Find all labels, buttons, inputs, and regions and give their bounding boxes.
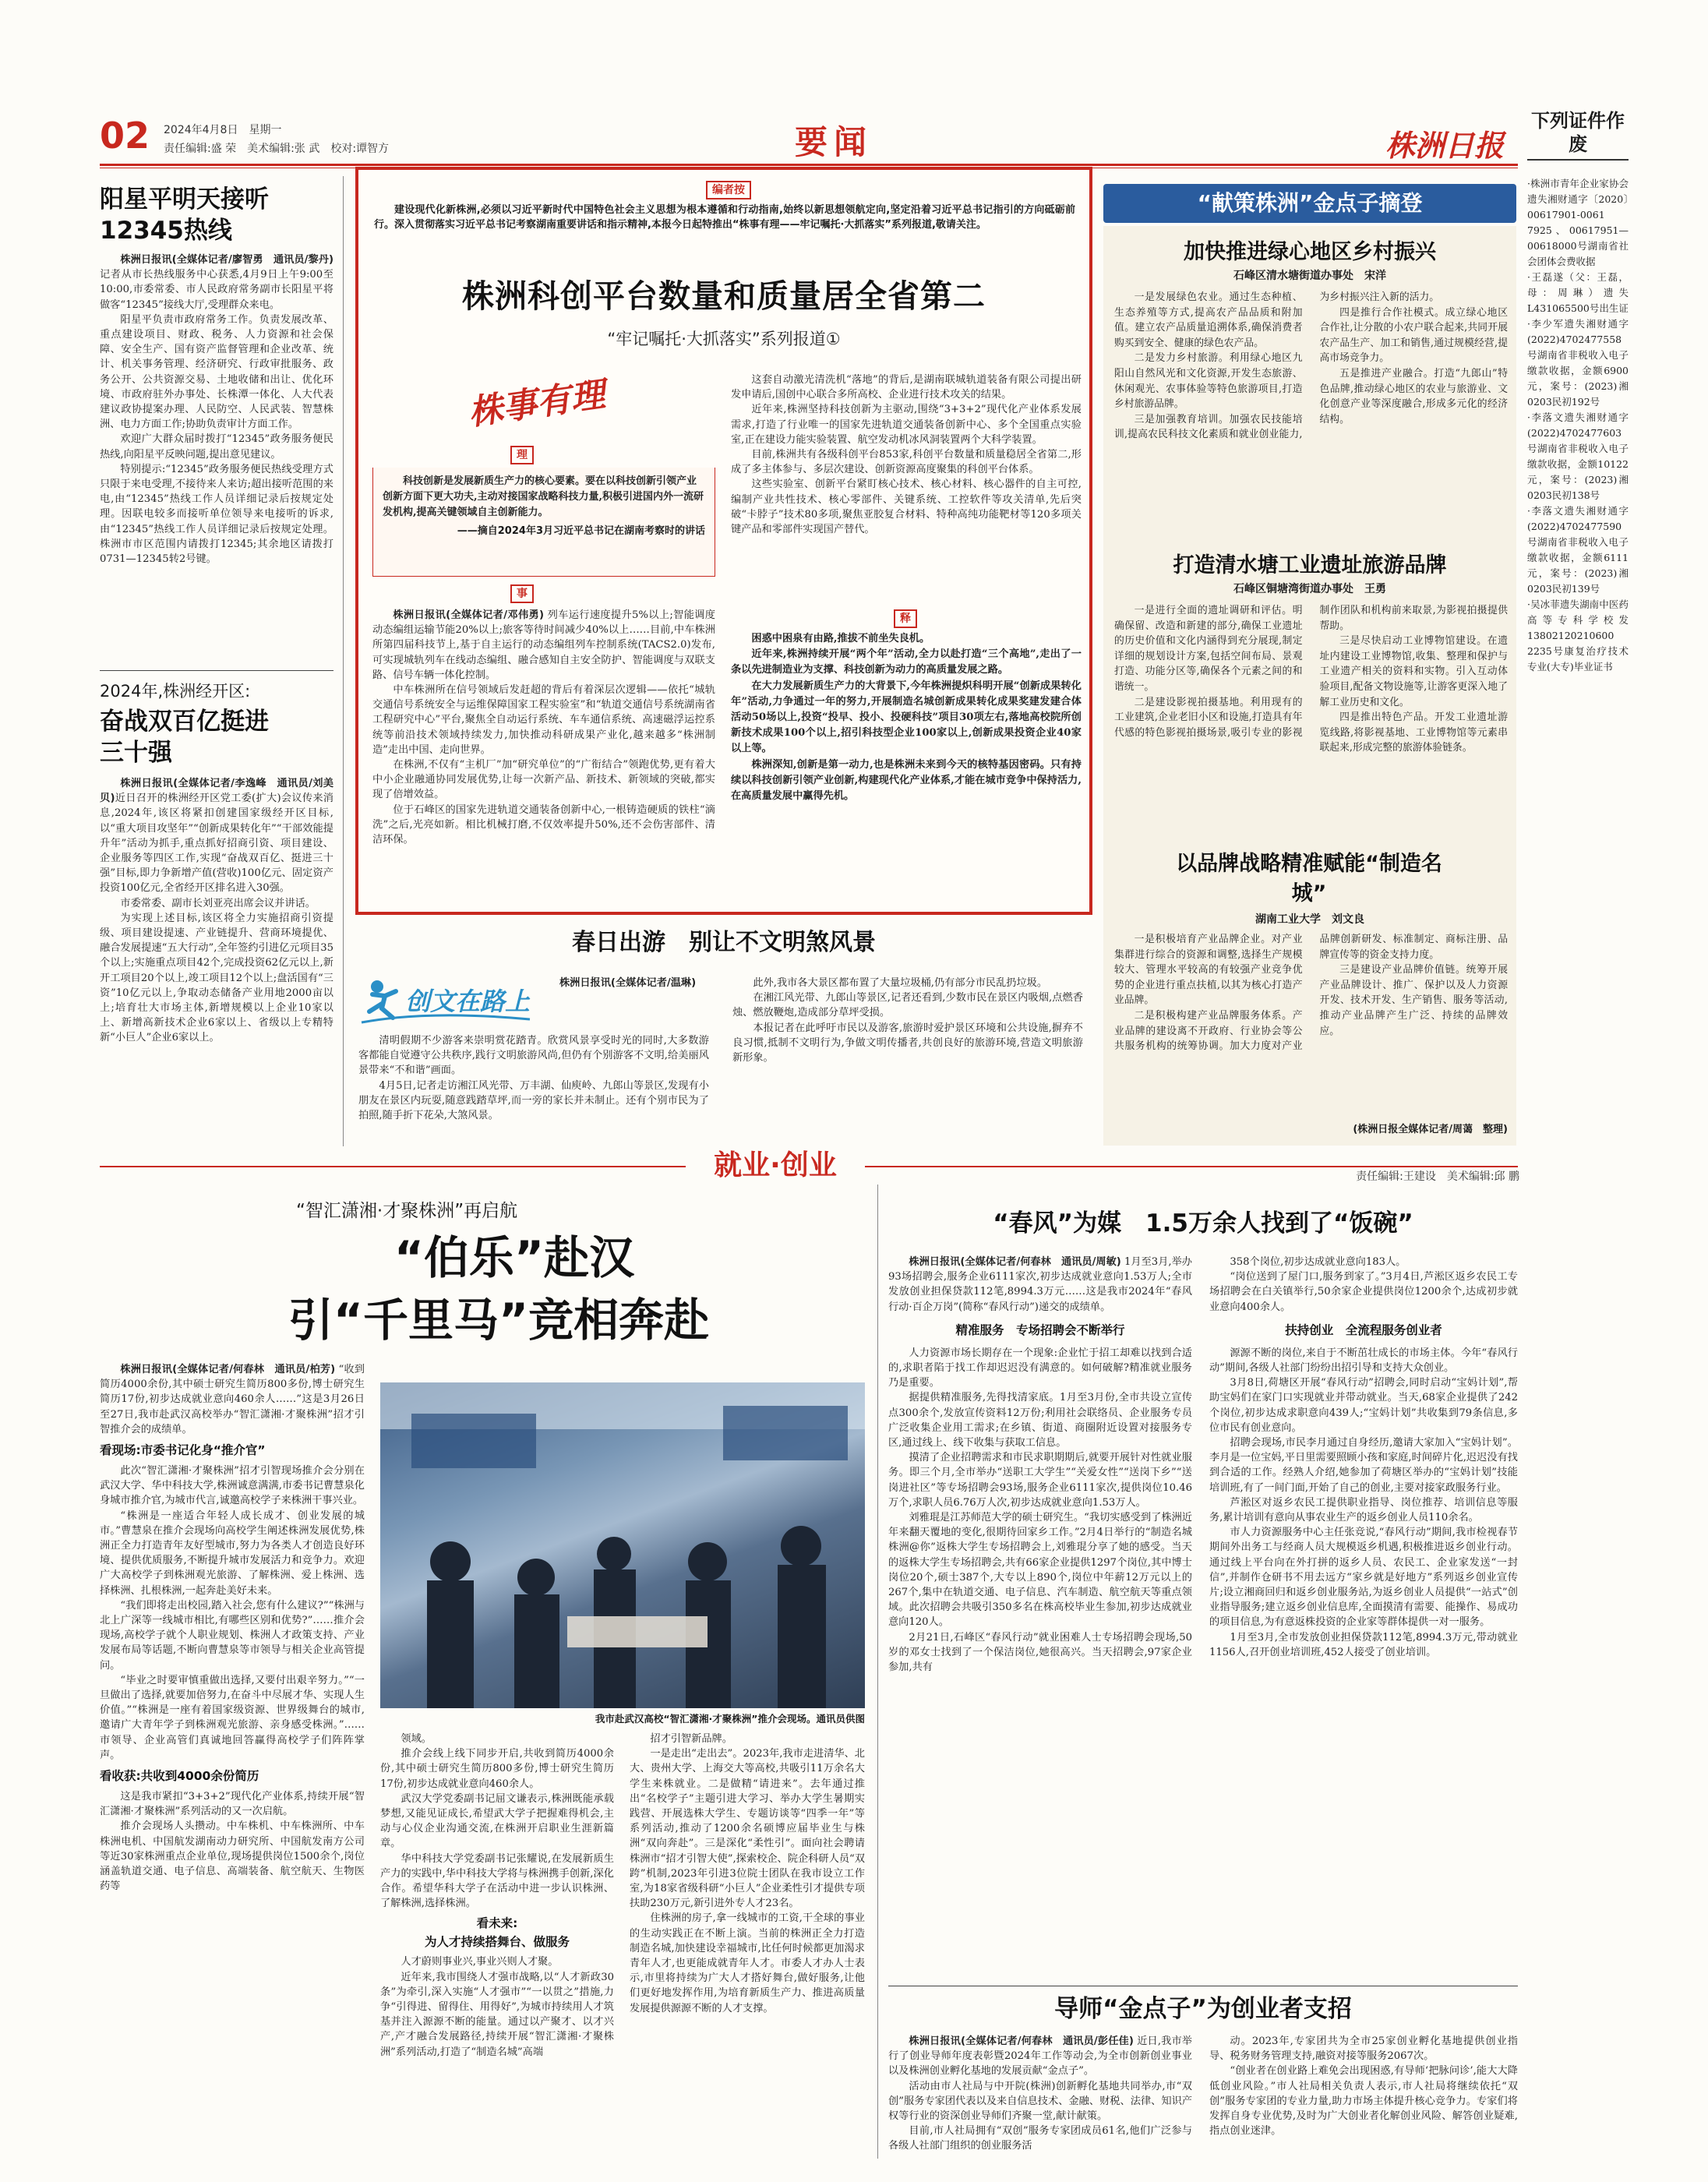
civilization-logo-text: 创文在路上	[405, 987, 531, 1016]
civilization-logo	[358, 973, 545, 1030]
paragraph: 株洲深知,创新是第一动力,也是株洲未来到今天的核特基因密码。只有持续以科技创新引领产业创新,构建现代化产业体系,才能在城市竞争中保持活力,在高质量发展中赢得先机。	[731, 758, 1082, 803]
mentor-col-2	[1209, 2034, 1518, 2165]
idea-2-body	[1114, 603, 1508, 845]
newspaper-logo: 株洲日报	[1385, 128, 1504, 163]
paragraph: “创业者在创业路上难免会出现困惑,有导师‘把脉问诊’,能大大降低创业风险。”市人社局相关负责人表示,市人社局将继续依托“双创”服务专家团的专业力量,助力市场主体提升核心竞争力。专家们将发挥自身专业优势,及时为广大创业者化解创业风险、解答创业疑难,指点创业迷津。	[1209, 2065, 1518, 2138]
paragraph: “收到简历4000余份,其中硕士研究生简历800多份,博士研究生简历17份,初步达成就业意向460余人……”这是3月26日至27日,我市赴武汉高校举办“智汇潇湘·才聚株洲”招才引智推介会的成绩单。	[100, 1364, 365, 1435]
feature-subtitle: “牢记嘱托·大抓落实”系列报道①	[607, 330, 841, 348]
idea-1-body	[1114, 290, 1508, 544]
paragraph: 2月21日,石峰区“春风行动”就业困难人士专场招聘会现场,50岁的邓女士找到了一个保洁岗位,她很高兴。当天招聘会,97家企业参加,共有	[888, 1631, 1192, 1674]
paragraph: 在湘江风光带、九郎山等景区,记者还看到,少数市民在景区内吸烟,点燃香烛、燃放鞭炮,造成部分草坪受损。	[732, 992, 1083, 1019]
paragraph: 招聘会现场,市民李月通过自身经历,邀请大家加入“宝妈计划”。李月是一位宝妈,平日里需要照顾小孩和家庭,时间碎片化,迟迟没有找到合适的工作。经熟人介绍,她参加了荷塘区举办的“宝妈计划”技能培训班,有了一间门面,开始了自己的创业,主要对接家政服务行业。	[1209, 1437, 1518, 1494]
idea-2-title: 打造清水塘工业遗址旅游品牌	[1173, 553, 1447, 577]
li-tag: 理	[510, 446, 534, 464]
spring-wind-byline: 株洲日报讯(全媒体记者/何春林 通讯员/周敏)	[909, 1256, 1121, 1268]
section-head-future: 看未来:	[476, 1916, 518, 1931]
paragraph: 1月至3月,全市发放创业担保贷款112笔,8994.3万元,带动就业1156人,召开创业培训班,452人接受了创业培训。	[1209, 1631, 1518, 1658]
paragraph: 一是进行全面的遗址调研和评估。明确保留、改造和新建的部分,确保工业遗址的历史价值和文化内涵得到充分展现,制定详细的规划设计方案,包括空间布局、景观打造、功能分区等,确保各个元素之间的和谐统一。	[1114, 605, 1303, 693]
paragraph: 一是发展绿色农业。通过生态种植、生态养殖等方式,提高农产品品质和附加值。建立农产品质量追溯体系,确保消费者购买到安全、健康的绿色农产品。	[1114, 291, 1303, 349]
paragraph: 近年来,株洲坚持科技创新为主驱动,围绕“3+3+2”现代化产业体系发展需求,打造了行业唯一的国家先进轨道交通装备创新中心、多个全国重点实验室,正在建设力能实验装置、航空发动机冰风洞装置两个大科学装置。	[731, 404, 1082, 446]
notice-item: ·王磊遂（父：王磊，母：周琳）遗失L431065500号出生证	[1527, 271, 1629, 314]
section-head-precise: 精准服务 专场招聘会不断举行	[955, 1322, 1125, 1337]
paragraph: 困惑中困泉有由路,推拔不前坐失良机。	[751, 633, 930, 644]
paragraph: 人才蔚则事业兴,事业兴则人才聚。	[401, 1956, 559, 1968]
paragraph: “岗位送到了屋门口,服务到家了。”3月4日,芦淞区返乡农民工专场招聘会在白关镇举行,50余家企业提供岗位1200余个,达成初步就业意向400余人。	[1209, 1271, 1518, 1313]
paragraph: 1月至3月,举办93场招聘会,服务企业6111家次,初步达成就业意向1.53万人;全市发放创业担保贷款112笔,8994.3万元……这是我市2024年“春风行动·百企万岗”(简称“春风行动”)递交的成绩单。	[888, 1256, 1192, 1313]
paragraph: 市委常委、副市长刘亚亮出席会议并讲话。	[120, 897, 316, 909]
paragraph: “毕业之时要审慎重做出选择,又要付出艰辛努力。”“一旦做出了选择,就要加倍努力,在奋斗中尽展才华、实现人生价值。”“株洲是一座有着国家级资源、世界级舞台的城市,邀请广大青年学子到株洲观光旅游、亲身感受株洲。”……市领导、企业高管们真诚地回答赢得高校学子们阵阵掌声。	[100, 1674, 365, 1761]
main-title-1: “伯乐”赴汉	[393, 1231, 635, 1284]
notice-item: ·株洲市青年企业家协会遗失湘财通字〔2020〕00617901-0061 7925、00617951—00618000号湖南省社会团体会费收据	[1527, 178, 1629, 267]
main-col-3	[630, 1732, 865, 2160]
quote-text: 科技创新是发展新质生产力的核心要素。要在以科技创新引领产业创新方面下更大功夫,主动对接国家战略科技力量,积极引进国内外一流研发机构,提高关键领域自主创新能力。	[383, 475, 704, 518]
paragraph: 摸清了企业招聘需求和市民求职期期后,就要开展针对性就业服务。即三个月,全市举办“送职工大学生”“关爱女性”“送岗下乡”“送岗进社区”等专场招聘会93场,服务企业6111家次,提供岗位10.46万个,求职人员6.76万人次,初步达成就业意向1.53万人。	[888, 1452, 1192, 1509]
paragraph: 三是加强教育培训。加强农民技能培训,提高农民科技文化素质和就业创业能力,为乡村振兴注入新的活力。	[1114, 291, 1440, 441]
notice-item: ·李少军遗失湘财通字(2022)4702477558号湖南省非税收入电子缴款收据，金额6900元，案号：(2023)湘0203民初192号	[1527, 318, 1629, 408]
paragraph: 活动由市人社局与中开院(株洲)创新孵化基地共同举办,市“双创”服务专家团代表以及来自信息技术、金融、财税、法律、知识产权等行业的资深创业导师们齐聚一堂,献计献策。	[888, 2080, 1192, 2123]
spring-wind-col-1	[888, 1255, 1203, 1979]
calligraphy-logo: 株事有理	[466, 374, 608, 433]
crowd-illustration	[380, 1382, 865, 1708]
paragraph: 欢迎广大群众届时拨打“12345”政务服务便民热线,向阳星平反映问题,提出意见建议。	[100, 433, 333, 461]
quote-box	[372, 468, 715, 577]
quote-source: ——摘自2024年3月习近平总书记在湖南考察时的讲话	[457, 525, 705, 537]
spring-wind-title: “春风”为媒 1.5万余人找到了“饭碗”	[993, 1209, 1413, 1238]
notice-list	[1527, 176, 1629, 673]
main-col-1	[100, 1362, 365, 2157]
paragraph: 一是积极培育产业品牌企业。对产业集群进行综合的资源和调整,选择生产规模较大、管理水平较高的有较强产业竞争优势的企业进行重点扶植,以其为核心打造产业品牌。	[1114, 934, 1303, 1007]
paragraph: 四是推行合作社模式。成立绿心地区合作社,让分散的小农户联合起来,共同开展农产品生产、加工和销售,通过规模经营,提高市场竞争力。	[1319, 306, 1508, 365]
spring-col-1	[358, 1033, 709, 1144]
paragraph: 二是积极构建产业品牌服务体系。产业品牌的建设离不开政府、行业协会等公共服务机构的统筹协调。加大力度对产业品牌创新研发、标准制定、商标注册、品牌宣传等的资金支持力度。	[1114, 934, 1508, 1053]
job-fair-photo	[380, 1382, 865, 1708]
mentor-byline: 株洲日报讯(全媒体记者/何春林 通讯员/彭任佳)	[909, 2035, 1134, 2047]
paragraph: 清明假期不少游客来崇明赏花踏青。欣赏风景享受时光的同时,大多数游客都能自觉遵守公共秩序,践行文明旅游风尚,但仍有个别游客不文明,给美丽风景带来“不和谐”画面。	[358, 1035, 709, 1077]
paragraph: 特别提示:“12345”政务服务便民热线受理方式只限于来电受理,不接待来人来访;超出接听范围的来电,由“12345”热线工作人员详细记录后按规定处理。因联电较多而接听单位领导来电接听的诉求,由“12345”热线工作人员详细记录后按规定处理。株洲市市区范围内请拨打12345;其余地区请拨打0731—12345转2号键。	[100, 463, 333, 566]
feature-col-3	[731, 631, 1082, 906]
paragraph: 据提供精准服务,先得找清家底。1月至3月份,全市共设立宣传点300余个,发放宣传资料12万份;利用社会联络员、企业服务专员广泛收集企业用工需求;在乡镇、街道、商圈附近设置对接服务专区,通过线上、线下收集与获取工信息。	[888, 1392, 1192, 1449]
paragraph: 人力资源市场长期存在一个现象:企业忙于招工却难以找到合适的,求职者陷于找工作却迟迟没有满意的。如何破解?精准就业服务乃是重要。	[888, 1347, 1192, 1389]
paragraph: 住株洲的房子,拿一线城市的工资,干全球的事业的生动实践正在不断上演。当前的株洲正全力打造制造名城,加快建设幸福城市,比任何时候都更加渴求青年人才,也更能成就青年人才。市委人才办人士表示,市里将持续为广大人才搭好舞台,做好服务,让他们更好地发挥作用,为培育新质生产力、推进高质量发展提供源源不断的人才支撑。	[630, 1912, 865, 2014]
main-byline: 株洲日报讯(全媒体记者/何春林 通讯员/柏芳)	[120, 1364, 336, 1375]
editor-note: 建设现代化新株洲,必须以习近平新时代中国特色社会主义思想为根本遵循和行动指南,始终以新思想领航定向,坚定沿着习近平总书记指引的方向砥砺前行。深入贯彻落实习近平总书记考察湖南重要讲话和指示精神,本报今日起特推出“株事有理——牢记嘱托·大抓落实”系列报道,敬请关注。	[374, 204, 1075, 231]
paragraph: 领域。	[401, 1733, 432, 1745]
paragraph: 位于石峰区的国家先进轨道交通装备创新中心,一根铸造硬质的铁柱“滴洗”之后,光亮如新。相比机械打磨,不仅效率提升50%,还不会伤害部件、清洁环保。	[372, 803, 715, 846]
paragraph: 本报记者在此呼吁市民以及游客,旅游时爱护景区环境和公共设施,摒弃不良习惯,抵制不文明行为,争做文明传播者,共创良好的旅游环境,营造文明旅游新形象。	[732, 1022, 1083, 1065]
spring-byline-block	[559, 976, 709, 1035]
feature-col-2	[731, 372, 1082, 603]
paragraph: 中车株洲所在信号领域后发赶超的背后有着深层次逻辑——依托“城轨交通信号系统安全与运维保障国家工程实验室”和“轨道交通信号系统湖南省工程研究中心”平台,聚焦全自动运行系统、车车通信系统、高速磁浮运控系统等前沿技术领域持续发力,加快推动科研成果产业化,越来越多“株洲制造”走出中国、走向世界。	[372, 684, 715, 756]
golden-ideas-banner-text: “献策株洲”金点子摘登	[1197, 190, 1423, 216]
shi-tag-wrap	[499, 584, 545, 603]
idea-1-title: 加快推进绿心地区乡村振兴	[1184, 240, 1436, 264]
paragraph: 3月8日,荷塘区开展“春风行动”招聘会,同时启动“宝妈计划”,帮助宝妈们在家门口实现就业并带动就业。当天,68家企业提供了242个岗位,初步达成求职意向439人;“宝妈计划”共收集到79条信息,多位市民有创业意向。	[1209, 1377, 1518, 1434]
paragraph: 推介会线上线下同步开启,共收到简历4000余份,其中硕士研究生简历800多份,博士研究生简历17份,初步达成就业意向460余人。	[380, 1748, 614, 1790]
section-head-scene: 看现场:市委书记化身“推介官”	[100, 1443, 266, 1458]
section-title: 要闻	[794, 123, 873, 161]
editor-note-tag: 编者按	[706, 181, 751, 199]
notice-title: 下列证件作废	[1527, 109, 1629, 161]
divider	[100, 670, 333, 671]
paragraph: 358个岗位,初步达成就业意向183人。	[1230, 1256, 1406, 1268]
paragraph: 源源不断的岗位,来自于不断茁壮成长的市场主体。今年“春风行动”期间,各级人社部门纷纷出招引导和支持大众创业。	[1209, 1347, 1518, 1375]
photo-caption: 我市赴武汉高校“智汇潇湘·才聚株洲”推介会现场。通讯员供图	[595, 1713, 865, 1725]
story-kaiqu	[100, 676, 333, 1144]
paragraph: 这些实验室、创新平台紧盯核心技术、核心材料、核心器件的自主可控,编制产业共性技术、核心零部件、关键系统、工控软件等攻关清单,先后突破“卡脖子”技术80多项,聚焦亚胶复合材料、特种高纯功能靶材等120多项关键产品和零部件实现国产替代。	[731, 478, 1082, 536]
idea-2-author: 石峰区铜塘湾街道办事处 王勇	[1233, 583, 1386, 595]
feature-title: 株洲科创平台数量和质量居全省第二	[462, 277, 986, 315]
story-kaiqu-byline: 株洲日报讯(全媒体记者/李逸峰 通讯员/刘美贝)	[100, 778, 333, 805]
story-12345	[100, 176, 333, 659]
paragraph: 近年来,株洲持续开展“两个年”活动,全力以赴打造“三个高地”,走出了一条以先进制造业为支撑、科技创新为动力的高质量发展之路。	[731, 648, 1082, 676]
paragraph: 刘雅琨是江苏师范大学的硕士研究生。“我切实感受到了株洲近年来翻天覆地的变化,很期待回家乡工作。”2月4日举行的“制造名城 株洲@你”返株大学生专场招聘会上,刘雅琨分享了她的感受。当天的返株大学生专场招聘会,共有66家企业提供1297个岗位,其中博士岗位20个,硕士387个,大专以上890个,岗位中年薪12万元以上的267个,集中在轨道交通、电子信息、汽车制造、航空航天等重点领域。此次招聘会共吸引350多名在株高校毕业生参加,初步达成就业意向120人。	[888, 1512, 1203, 1629]
story-kaiqu-kicker: 2024年,株洲经开区:	[100, 682, 251, 701]
spring-title: 春日出游 别让不文明煞风景	[572, 929, 876, 956]
idea-3-body	[1114, 932, 1508, 1116]
column-divider	[343, 176, 344, 1146]
paragraph: 一是走出“走出去”。2023年,我市走进清华、北大、贵州大学、上海交大等高校,共吸引11万余名大学生来株就业。二是做精“请进来”。去年通过推出“名校学子”主题引进大学习、举办大学生暑期实践营、开展选株大学生、专题访谈等“四季一年”等系列活动,推动了1200余名硕博应届毕业生与株洲“双向奔赴”。三是深化“柔性引”。面向社会聘请株洲市“招才引智大使”,探索校企、院企科研人员“双跨”机制,2023年引进3位院士团队在我市设立工作室,为18家省级科研“小巨人”企业柔性引才提供专项扶助230万元,新引进外专人才23名。	[630, 1748, 865, 1910]
section-head-harvest: 看收获:共收到4000余份简历	[100, 1769, 259, 1784]
page-number: 02	[100, 115, 150, 157]
paragraph: 这套自动激光清洗机“落地”的背后,是湖南联城轨道装备有限公司提出研发申请后,国创中心联合多所高校、企业进行技术攻关的结果。	[731, 374, 1082, 401]
paragraph: 三是尽快启动工业博物馆建设。在遗址内建设工业博物馆,收集、整理和保护与工业遗产相关的资料和实物。引入互动体验项目,配备文物设施等,让游客更深入地了解工业历史和文化。	[1319, 635, 1508, 708]
paragraph: 动。2023年,专家团共为全市25家创业孵化基地提供创业指导、税务财务管理支持,融资对接等服务2067次。	[1209, 2035, 1518, 2063]
column-divider	[877, 1185, 878, 2159]
paragraph: 华中科技大学党委副书记张耀说,在发展新质生产力的实践中,华中科技大学将与株洲携手创新,深化合作。希望华科大学子在活动中进一步认识株洲、了解株洲,选择株洲。	[380, 1852, 614, 1910]
paragraph: 此外,我市各大景区都布置了大量垃圾桶,仍有部分市民乱扔垃圾。	[753, 977, 1048, 989]
paragraph: 四是推出特色产品。开发工业遗址游览线路,将影视基地、工业博物馆等元素串联起来,形成完整的旅游体验链条。	[1319, 711, 1508, 754]
paragraph: 芦淞区对返乡农民工提供职业指导、岗位推荐、培训信息等服务,累计培训有意向从事农业生产的返乡创业人员110余名。	[1209, 1496, 1518, 1524]
spring-col-2	[732, 976, 1083, 1144]
paragraph: 目前,市人社局拥有“双创”服务专家团成员61名,他们广泛参与各级人社部门组织的创业服务活	[888, 2125, 1192, 2152]
shi2-tag-wrap	[882, 609, 929, 628]
editor-note-tag-wrap	[693, 181, 764, 199]
section-head-future-2: 为人才持续搭舞台、做服务	[424, 1935, 570, 1950]
story-12345-byline: 株洲日报讯(全媒体记者/廖智勇 通讯员/黎丹)	[120, 254, 333, 266]
paragraph: 市人力资源服务中心主任张竞说,“春风行动”期间,我市检视春节期间外出务工与经商人员大规模返乡机遇,积极推进返乡创业行动。通过线上平台向在外打拼的返乡人员、农民工、企业家发送“一封信”,并制作仓研书不用去远方“家乡就是好地方”系列返乡创业宣传片;设立湘商回归和返乡创业服务站,为返乡创业人员提供“一站式”创业指导服务;建立返乡创业信息库,全面摸清有需要、能操作、易成功的项目信息,为有意返株投资的企业家等群体提供一对一服务。	[1209, 1527, 1518, 1629]
main-col-2	[380, 1732, 614, 2160]
paragraph: 招才引智新品牌。	[650, 1733, 732, 1745]
spring-byline: 株洲日报讯(全媒体记者/温琳)	[559, 977, 697, 989]
main-kicker: “智汇潇湘·才聚株洲”再启航	[296, 1201, 518, 1221]
paragraph: 记者从市长热线服务中心获悉,4月9日上午9:00至10:00,市委常委、市人民政府常务副市长阳星平将做客“12345”接线大厅,受理群众来电。	[100, 269, 333, 311]
paragraph: 三是建设产业品牌价值链。统筹开展产业品牌设计、推广、保护以及人力资源开发、技术开发、生产销售、服务等活动,推动产业品牌产生广泛、持续的品牌效应。	[1319, 964, 1508, 1037]
story-kaiqu-title: 奋战双百亿挺进三十强	[100, 708, 269, 767]
li-tag-wrap	[499, 446, 545, 464]
paragraph: 近日召开的株洲经开区党工委(扩大)会议传来消息,2024年,该区将紧扣创建国家级经开区目标,以“重大项目攻坚年”“创新成果转化年”“干部效能提升年”活动为抓手,重点抓好招商引资、项目建设、企业服务等四区工作,实现“奋战双百亿、挺进三十强”目标,即力争新增产值(营收)100亿元、固定资产投资100亿元,全省经开区排名进入30强。	[100, 793, 333, 895]
section-head-support: 扶持创业 全流程服务创业者	[1285, 1322, 1442, 1337]
paragraph: 在大力发展新质生产力的大背景下,今年株洲提炽科明开展“创新成果转化年”活动,力争通过一年的努力,开展制造名城创新成果转化成果奖建发建合体活动50场以上,投资“投早、投小、投硬科技”项目30项左右,落地高校院所创新技术成果100个以上,招引科技型企业100家以上,创新成果投资企业40家以上等。	[731, 680, 1082, 755]
issue-date: 2024年4月8日 星期一	[164, 124, 282, 136]
shi-tag: 事	[510, 584, 534, 603]
feature-col-1	[372, 608, 715, 906]
paragraph: 为实现上述目标,该区将全力实施招商引资提级、项目建设提速、产业链提升、营商环境提优、融合发展提速“五大行动”,全年签约引进亿元项目35个以上;实施重点项目42个,完成投资62亿元以上,新开工项目20个以上,竣工项目12个以上;盘活国有“三资”10亿元以上,争取动态储备产业用地2000亩以上;培育壮大市场主体,新增规模以上企业10家以上、新增高新技术企业6家以上、省级以上专精特新“小巨人”企业6家以上。	[100, 912, 333, 1044]
notice-item: ·吴冰菲遗失湖南中医药高等专科学校发13802120210600 2235号康复治疗技术专业(大专)毕业证书	[1527, 598, 1629, 673]
paragraph: 近年来,我市围绕人才强市战略,以“人才新政30条”为牵引,深入实施“人才强市”“一以贯之”措施,力争“引得进、留得住、用得好”,为城市持续用人才筑基并注入源源不断的能量。通过以产聚才、以才兴产,产才融合发展路径,持续开展“智汇潇湘·才聚株洲”系列活动,打造了“制造名城”高端	[380, 1971, 614, 2058]
idea-3-credit: (株洲日报全媒体记者/周蔼 整理)	[1353, 1124, 1508, 1135]
spring-wind-col-2	[1209, 1255, 1518, 1979]
idea-3-author: 湖南工业大学 刘文良	[1255, 913, 1364, 926]
main-title-2: 引“千里马”竞相奔赴	[288, 1294, 710, 1347]
mentor-col-1	[888, 2034, 1192, 2165]
paragraph: 阳星平负责市政府常务工作。负责发展改革、重点建设项目、财政、税务、人力资源和社会保障、安全生产、国有资产监督管理和企业改革、统计、机关事务管理、经济研究、行政审批服务、政务公开、公共资源交易、土地收储和出让、优化环境、市政府驻外办事处、长株潭一体化、人大代表建议政协提案办理、人民防空、人民武装、智慧株洲、电力方面工作;协助负责审计方面工作。	[100, 313, 333, 431]
notice-item: ·李落文遗失湘财通字(2022)4702477603号湖南省非税收入电子缴款收据，金额10122元，案号：(2023)湘0203民初138号	[1527, 411, 1629, 501]
mentor-title: 导师“金点子”为创业者支招	[1054, 1995, 1352, 2023]
paragraph: 此次“智汇潇湘·才聚株洲”招才引智现场推介会分别在武汉大学、华中科技大学,株洲诚意满满,市委书记曹慧泉化身城市推介官,为城市代言,诚邀高校学子来株洲干事兴业。	[100, 1465, 365, 1507]
paragraph: 这是我市紧扣“3+3+2”现代化产业体系,持续开展“智汇潇湘·才聚株洲”系列活动的又一次启航。	[100, 1791, 365, 1818]
paragraph: “我们即将走出校园,踏入社会,您有什么建议?”“株洲与北上广深等一线城市相比,有哪些区别和优势?”……推介会现场,高校学子就个人职业规划、株洲人才政策支持、产业发展布局等话题,不断向曹慧泉等市领导与相关企业高管提问。	[100, 1599, 365, 1672]
paragraph: 目前,株洲共有各级科创平台853家,科创平台数量和质量稳居全省第二,形成了多主体参与、多层次建设、创新资源高度聚集的科创平台体系。	[731, 449, 1082, 476]
feature-byline: 株洲日报讯(全媒体记者/邓伟勇)	[393, 609, 545, 621]
paragraph: 4月5日,记者走访湘江风光带、万丰湖、仙庾岭、九郎山等景区,发现有小朋友在景区内玩耍,随意践踏草坪,而一旁的家长并未制止。还有个别市民为了拍照,随手折下花朵,大煞风景。	[358, 1079, 709, 1122]
bottom-editors: 责任编辑:王建设 美术编辑:邱 鹏	[1356, 1170, 1519, 1183]
paragraph: 近日,我市举行了创业导师年度表彰暨2024年工作等动会,为全市创新创业事业以及株洲创业孵化基地的发展贡献“金点子”。	[888, 2035, 1192, 2078]
notice-item: ·李落文遗失湘财通字(2022)4702477590号湖南省非税收入电子缴款收据，金额6111元，案号：(2023)湘0203民初139号	[1527, 505, 1629, 595]
golden-ideas-banner	[1103, 184, 1516, 223]
paragraph: “株洲是一座适合年轻人成长成才、创业发展的城市。”曹慧泉在推介会现场向高校学生阐述株洲发展优势,株洲正全力打造青年友好型城市,努力为各类人才创造良好环境、提供优质服务,不断提升城市发展活力和竞争力。欢迎广大高校学子到株洲观光旅游、了解株洲、爱上株洲、选择株洲、扎根株洲,一起奔赴美好未来。	[100, 1509, 365, 1597]
masthead-rule	[100, 164, 1518, 166]
paragraph: 二是建设影视拍摄基地。利用现有的工业建筑,企业老旧小区和设施,打造具有年代感的特色影视拍摄场景,吸引专业的影视制作团队和机构前来取景,为影视拍摄提供帮助。	[1114, 605, 1508, 739]
idea-3-title: 以品牌战略精准赋能“制造名城”	[1176, 852, 1442, 906]
story-12345-title: 阳星平明天接听12345热线	[100, 185, 269, 245]
shi2-tag: 释	[894, 609, 917, 628]
bottom-section-title: 就业·创业	[686, 1146, 865, 1186]
masthead-editors: 责任编辑:盛 荣 美术编辑:张 武 校对:谭智方	[164, 143, 390, 155]
paragraph: 武汉大学党委副书记屈文谦表示,株洲既能承载梦想,又能见证成长,希望武大学子把握难得机会,主动与心仪企业沟通交流,在株洲开启职业生涯新篇章。	[380, 1792, 614, 1850]
paragraph: 五是推进产业融合。打造“九郎山”特色品牌,推动绿心地区的农业与旅游业、文化创意产业等深度融合,形成多元化的经济结构。	[1319, 367, 1508, 425]
story-kaiqu-body	[100, 776, 333, 1046]
paragraph: 在株洲,不仅有“主机厂”加“研究单位”的“广衔结合”领跑优势,更有着大中小企业融通协同发展优势,让每一次新产品、新技术、新领域的突破,都实现了倍增效益。	[372, 759, 715, 801]
idea-1-author: 石峰区清水塘街道办事处 宋洋	[1233, 270, 1386, 282]
paragraph: 列车运行速度提升5%以上;智能调度动态编组运输节能20%以上;旅客等待时间减少40%以上……目前,中车株洲所第四届科技节上,基于自主运行的动态编组列车控制系统(TACS2.0)发布,可实现城轨列车在线动态编组、融合感知自主安全防护、智能调度与双联支路、信号车辆一体化控制。	[372, 609, 715, 681]
paragraph: 推介会现场人头攒动。中车株机、中车株洲所、中车株洲电机、中国航发湖南动力研究所、中国航发南方公司等近30家株洲重点企业单位,现场提供岗位1500余个,岗位涵盖轨道交通、电子信息、高端装备、航空航天、生物医药等	[100, 1820, 365, 1893]
paragraph: 二是发力乡村旅游。利用绿心地区九阳山自然风光和文化资源,开发生态旅游、休闲观光、农事体验等特色旅游项目,打造乡村旅游品牌。	[1114, 352, 1303, 411]
story-12345-body	[100, 252, 333, 567]
